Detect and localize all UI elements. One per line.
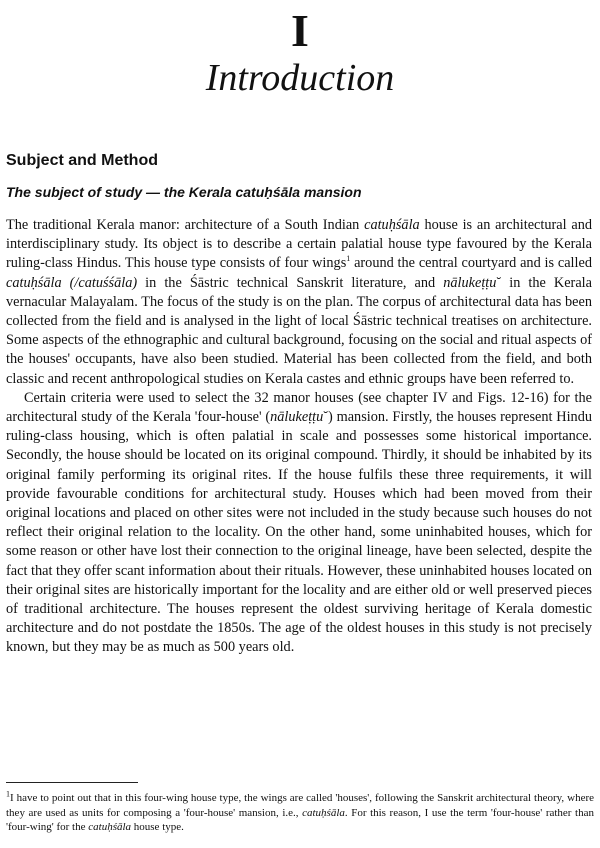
text-run: I have to point out that in this four-wing house type, the wings are called 'houses', following the Sanskrit architectural theory, where they are used as units for composing a 'four-house' mansion, i.e., [6,792,594,819]
footnote-reference: 1 [346,254,351,264]
footnote-divider [6,782,138,783]
text-run: . For this reason, I use the term 'four-house' rather than 'four-wing' for the [6,806,594,833]
text-run: ˘ in the Kerala vernacular Malayalam. The focus of the study is on the plan. The corpus of architectural data has been collected from the field and is analysed in the light of local Śāstric technical treatises on architecture. Some aspects of the ethnographic and cultural background, focusing on the social and ritual aspects of the houses' occupants, have also been studied. Material has been collected from the field, and both classic and recent anthropological studies on Kerala castes and ethnic groups have been referred to. [6,274,592,387]
italic-term: catuḥśāla [88,821,132,833]
italic-term: catuḥśāla (/catuśśāla) [6,274,138,291]
chapter-number: I [291,5,309,56]
footnote [6,791,594,835]
chapter-title: Introduction [205,57,395,99]
text-run: ˘) mansion. Firstly, the houses represent Hindu ruling-class housing, which is often palatial in scale and possesses some historical importance. Secondly, the house should be located on its original compound. Thirdly, it should be inhabited by its original family performing its original rites. If the house fulfils these three requirements, it will provide favourable conditions for architectural study. Houses which had been moved from their original locations and placed on other sites were not included in the study because such houses do not reflect their original relation to the locality. On the other hand, some uninhabited houses, which for some reason or other have lost their connection to the original lineage, have been selected, despite the fact that they offer scant information about their rituals. However, these uninhabited houses located on their original sites are historically important for the locality and are either old or well preserved pieces of traditional architecture. The houses represent the oldest surviving heritage of Kerala domestic architecture and do not postdate the 1850s. The age of the oldest houses in this study is not precisely known, but they may be as much as 500 years old. [6,409,592,656]
paragraph-1 [6,216,592,389]
text-run: in the Śāstric technical Sanskrit literature, and [137,274,444,291]
text-run: Certain criteria were used to select the 32 manor houses (see chapter IV and Figs. 12-16) for the architectural study of the Kerala 'four-house' ( [6,389,592,426]
footnote-marker: 1 [6,789,10,799]
text-run: house is an architectural and interdisciplinary study. Its object is to describe a certain palatial house type favoured by the Kerala ruling-class Hindus. This house type consists of four wings [6,217,592,272]
body-text [6,216,592,658]
italic-term: nālukeṭṭu [443,274,497,291]
italic-term: catuḥśāla [302,806,345,819]
text-run: around the central courtyard and is called [350,255,592,272]
text-run: The traditional Kerala manor: architecture of a South Indian [6,217,365,233]
subsection-heading: The subject of study — the Kerala catuḥśāla mansion [6,184,362,200]
italic-term: catuḥśāla [364,217,420,233]
paragraph-2 [6,389,592,658]
text-run: house type. [131,821,184,833]
italic-term: nālukeṭṭu [270,409,324,426]
section-heading: Subject and Method [6,152,158,169]
